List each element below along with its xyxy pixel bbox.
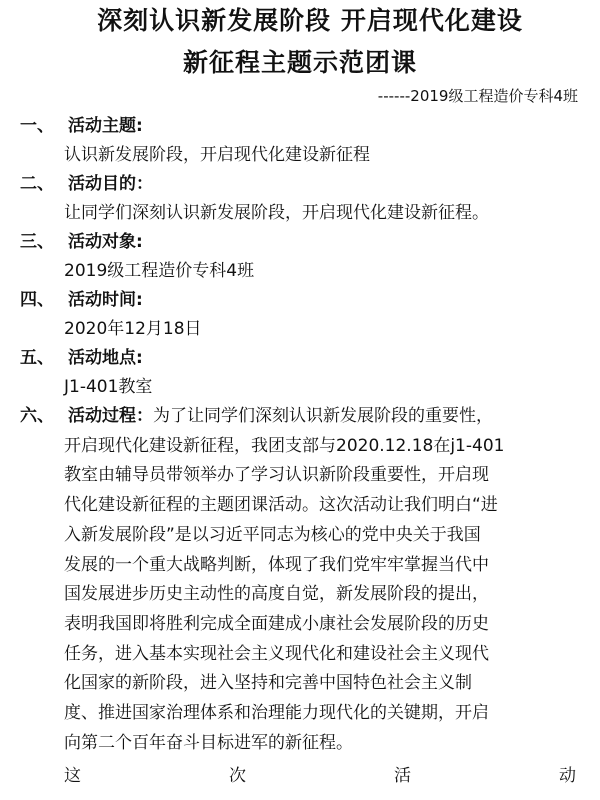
section-number: 三、	[20, 232, 54, 252]
section-label: 活动过程：	[68, 406, 153, 426]
section-value-time: 2020年12月18日	[64, 319, 202, 339]
section-label: 活动目的：	[68, 174, 153, 194]
trailing-char: 活	[394, 766, 411, 786]
process-line: 任务，进入基本实现社会主义现代化和建设社会主义现代	[64, 643, 489, 664]
doc-title-line-1: 深刻认识新发展阶段 开启现代化建设	[97, 6, 523, 35]
section-number: 二、	[20, 174, 54, 194]
process-line: 入新发展阶段”是以习近平同志为核心的党中央关于我国	[64, 524, 481, 545]
trailing-char: 动	[559, 766, 576, 786]
trailing-line	[64, 764, 576, 788]
section-value-purpose: 让同学们深刻认识新发展阶段，开启现代化建设新征程。	[64, 203, 489, 223]
section-label: 活动地点:	[68, 348, 143, 368]
section-value-audience: 2019级工程造价专科4班	[64, 261, 255, 281]
section-heading-time	[20, 288, 143, 312]
process-line: 度、推进国家治理体系和治理能力现代化的关键期，开启	[64, 703, 489, 724]
section-process	[20, 402, 590, 758]
section-number: 六、	[20, 406, 54, 426]
section-heading-audience	[20, 230, 143, 254]
process-text: 为了让同学们深刻认识新发展阶段的重要性，	[153, 406, 493, 426]
process-line: 表明我国即将胜利完成全面建成小康社会发展阶段的历史	[64, 613, 489, 634]
process-line: 开启现代化建设新征程，我团支部与2020.12.18在j1-401	[64, 435, 505, 456]
doc-subtitle-class: ------2019级工程造价专科4班	[377, 87, 578, 105]
process-line	[20, 402, 590, 432]
process-line: 向第二个百年奋斗目标进军的新征程。	[64, 732, 353, 753]
section-number: 五、	[20, 348, 54, 368]
section-number: 四、	[20, 290, 54, 310]
process-line: 代化建设新征程的主题团课活动。这次活动让我们明白“进	[64, 495, 498, 516]
trailing-char: 这	[64, 766, 81, 786]
section-label: 活动时间:	[68, 290, 143, 310]
section-value-theme: 认识新发展阶段，开启现代化建设新征程	[64, 145, 370, 165]
section-label: 活动主题:	[68, 116, 143, 136]
section-value-location: J1-401教室	[64, 377, 153, 397]
section-heading-location	[20, 346, 143, 370]
doc-title-line-2: 新征程主题示范团课	[182, 48, 417, 77]
section-heading-purpose	[20, 172, 153, 196]
trailing-char: 次	[229, 766, 246, 786]
process-line: 化国家的新阶段，进入坚持和完善中国特色社会主义制	[64, 673, 472, 694]
process-line: 发展的一个重大战略判断，体现了我们党牢牢掌握当代中	[64, 554, 489, 575]
section-number: 一、	[20, 116, 54, 136]
section-label: 活动对象:	[68, 232, 143, 252]
process-line: 国发展进步历史主动性的高度自觉，新发展阶段的提出，	[64, 584, 489, 605]
process-line: 教室由辅导员带领举办了学习认识新阶段重要性，开启现	[64, 465, 489, 486]
section-heading-theme	[20, 114, 143, 138]
